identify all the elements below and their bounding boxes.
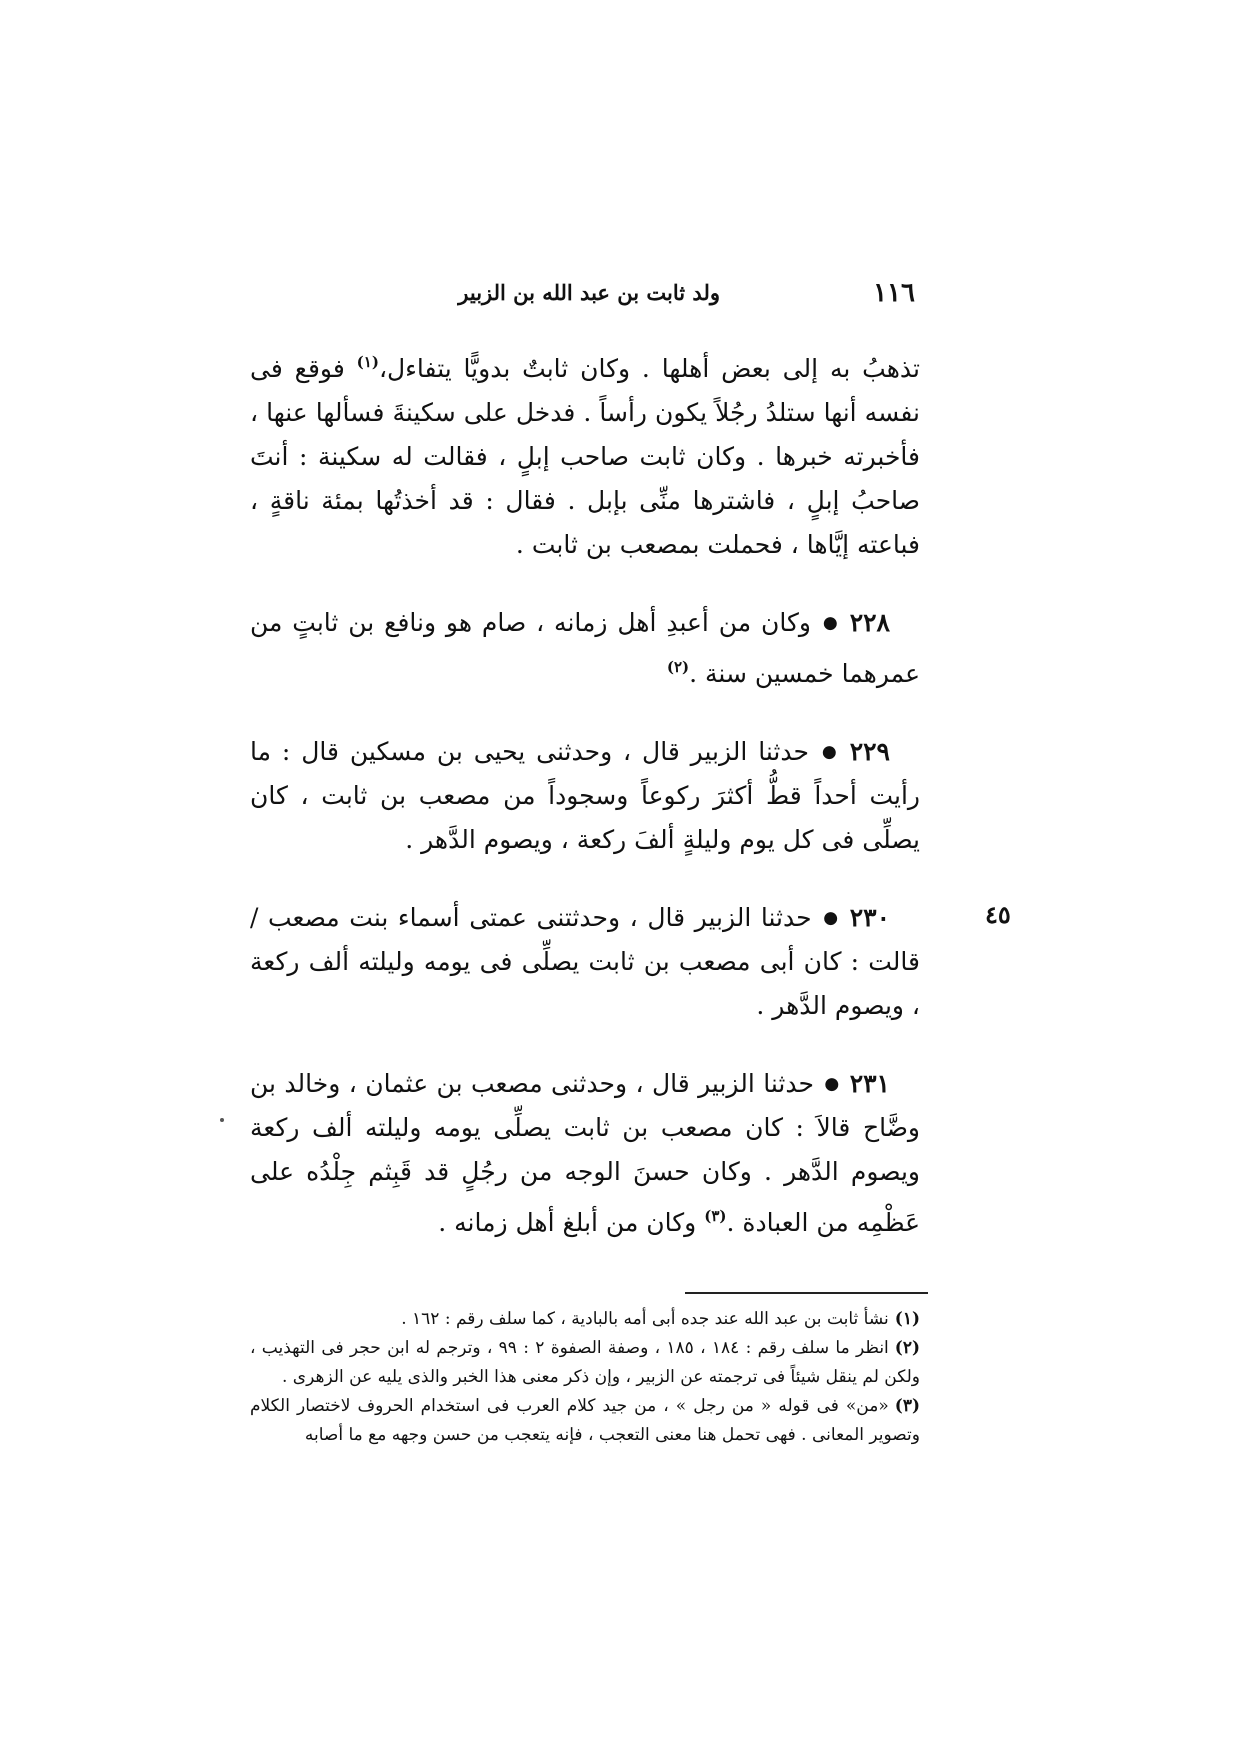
entry-text-continued: وكان من أبلغ أهل زمانه . [438,1208,705,1237]
margin-page-marker: ٤٥ [985,900,1011,929]
footnote-ref: (٣) [704,1207,727,1225]
bullet-icon: ● [821,908,840,928]
entry-number: ٢٣١ [849,1069,890,1098]
footnote-text: نشأ ثابت بن عبد الله عند جده أبى أمه بالبادية ، كما سلف رقم : ١٦٢ . [401,1309,889,1329]
footnote-separator [685,1292,928,1294]
footnote-ref: (١) [356,353,379,371]
entry-text: حدثنا الزبير قال ، وحدثنى مصعب بن عثمان ، وخالد بن وضَّاح قالاَ : كان مصعب بن ثابت يصلِّى يومه وليلته ألف ركعة ويصوم الدَّهر . وكان حسنَ الوجه من رجُلٍ قد قَبِثم جِلْدُه على عَظْمِه من العبادة . [250,1069,920,1237]
footnote-text: انظر ما سلف رقم : ١٨٤ ، ١٨٥ ، وصفة الصفوة ٢ : ٩٩ ، وترجم له ابن حجر فى التهذيب ، ولكن لم ينقل شيئاً فى ترجمته عن الزبير ، وإن ذكر معنى هذا الخبر والذى يليه عن الزهرى . [250,1338,920,1387]
paragraph [250,340,920,567]
entry-number: ٢٢٩ [849,737,890,766]
entry-text: حدثنا الزبير قال ، وحدثتنى عمتى أسماء بنت مصعب / قالت : كان أبى مصعب بن ثابت يصلِّى فى يومه وليلته ألف ركعة ، ويصوم الدَّهر . [250,903,920,1020]
entry-text: حدثنا الزبير قال ، وحدثنى يحيى بن مسكين قال : ما رأيت أحداً قطُّ أكثرَ ركوعاً وسجوداً من مصعب بن ثابت ، كان يصلِّى فى كل يوم وليلةٍ ألفَ ركعة ، ويصوم الدَّهر . [250,737,920,854]
paragraph-text: تذهبُ به إلى بعض أهلها . وكان ثابتٌ بدويًّا يتفاءل، [378,354,920,383]
footnote-number: (١) [894,1309,920,1329]
bullet-icon: ● [818,742,840,762]
footnote [250,1392,920,1450]
footnote-number: (٢) [894,1338,921,1358]
numbered-entry [250,730,920,862]
numbered-entry [250,896,920,1028]
entry-text: وكان من أعبدِ أهل زمانه ، صام هو ونافع بن ثابتٍ من عمرهما خمسين سنة . [250,608,920,688]
numbered-entry [250,1062,920,1245]
footnote [250,1334,920,1392]
footnote-ref: (٢) [666,658,690,676]
entry-number: ٢٣٠ [849,903,891,932]
main-text [250,340,920,1245]
ink-speck [220,1118,224,1122]
bullet-icon: ● [823,1074,840,1094]
footnote-number: (٣) [894,1396,920,1416]
bullet-icon: ● [820,613,840,633]
numbered-entry [250,601,920,696]
footnotes [250,1305,920,1450]
entry-number: ٢٢٨ [849,608,890,637]
footnote-text: «من» فى قوله « من رجل » ، من جيد كلام العرب فى استخدام الحروف لاختصار الكلام وتصوير المعانى . فهى تحمل هنا معنى التعجب ، فإنه يتعجب من حسن وجهه مع ما أصابه [250,1396,920,1445]
page-header [250,278,915,318]
footnote [250,1305,920,1334]
page-number: ١١٦ [873,278,915,308]
paragraph-text-continued: فوقع فى نفسه أنها ستلدُ رجُلاً يكون رأساً . فدخل على سكينةَ فسألها عنها ، فأخبرته خبرها . وكان ثابت صاحب إبلٍ ، فقالت له سكينة : أنتَ صاحبُ إبلٍ ، فاشترها منِّى بإبل . فقال : قد أخذتُها بمئة ناقةٍ ، فباعته إيَّاها ، فحملت بمصعب بن ثابت . [250,354,920,559]
running-title: ولد ثابت بن عبد الله بن الزبير [458,280,720,305]
